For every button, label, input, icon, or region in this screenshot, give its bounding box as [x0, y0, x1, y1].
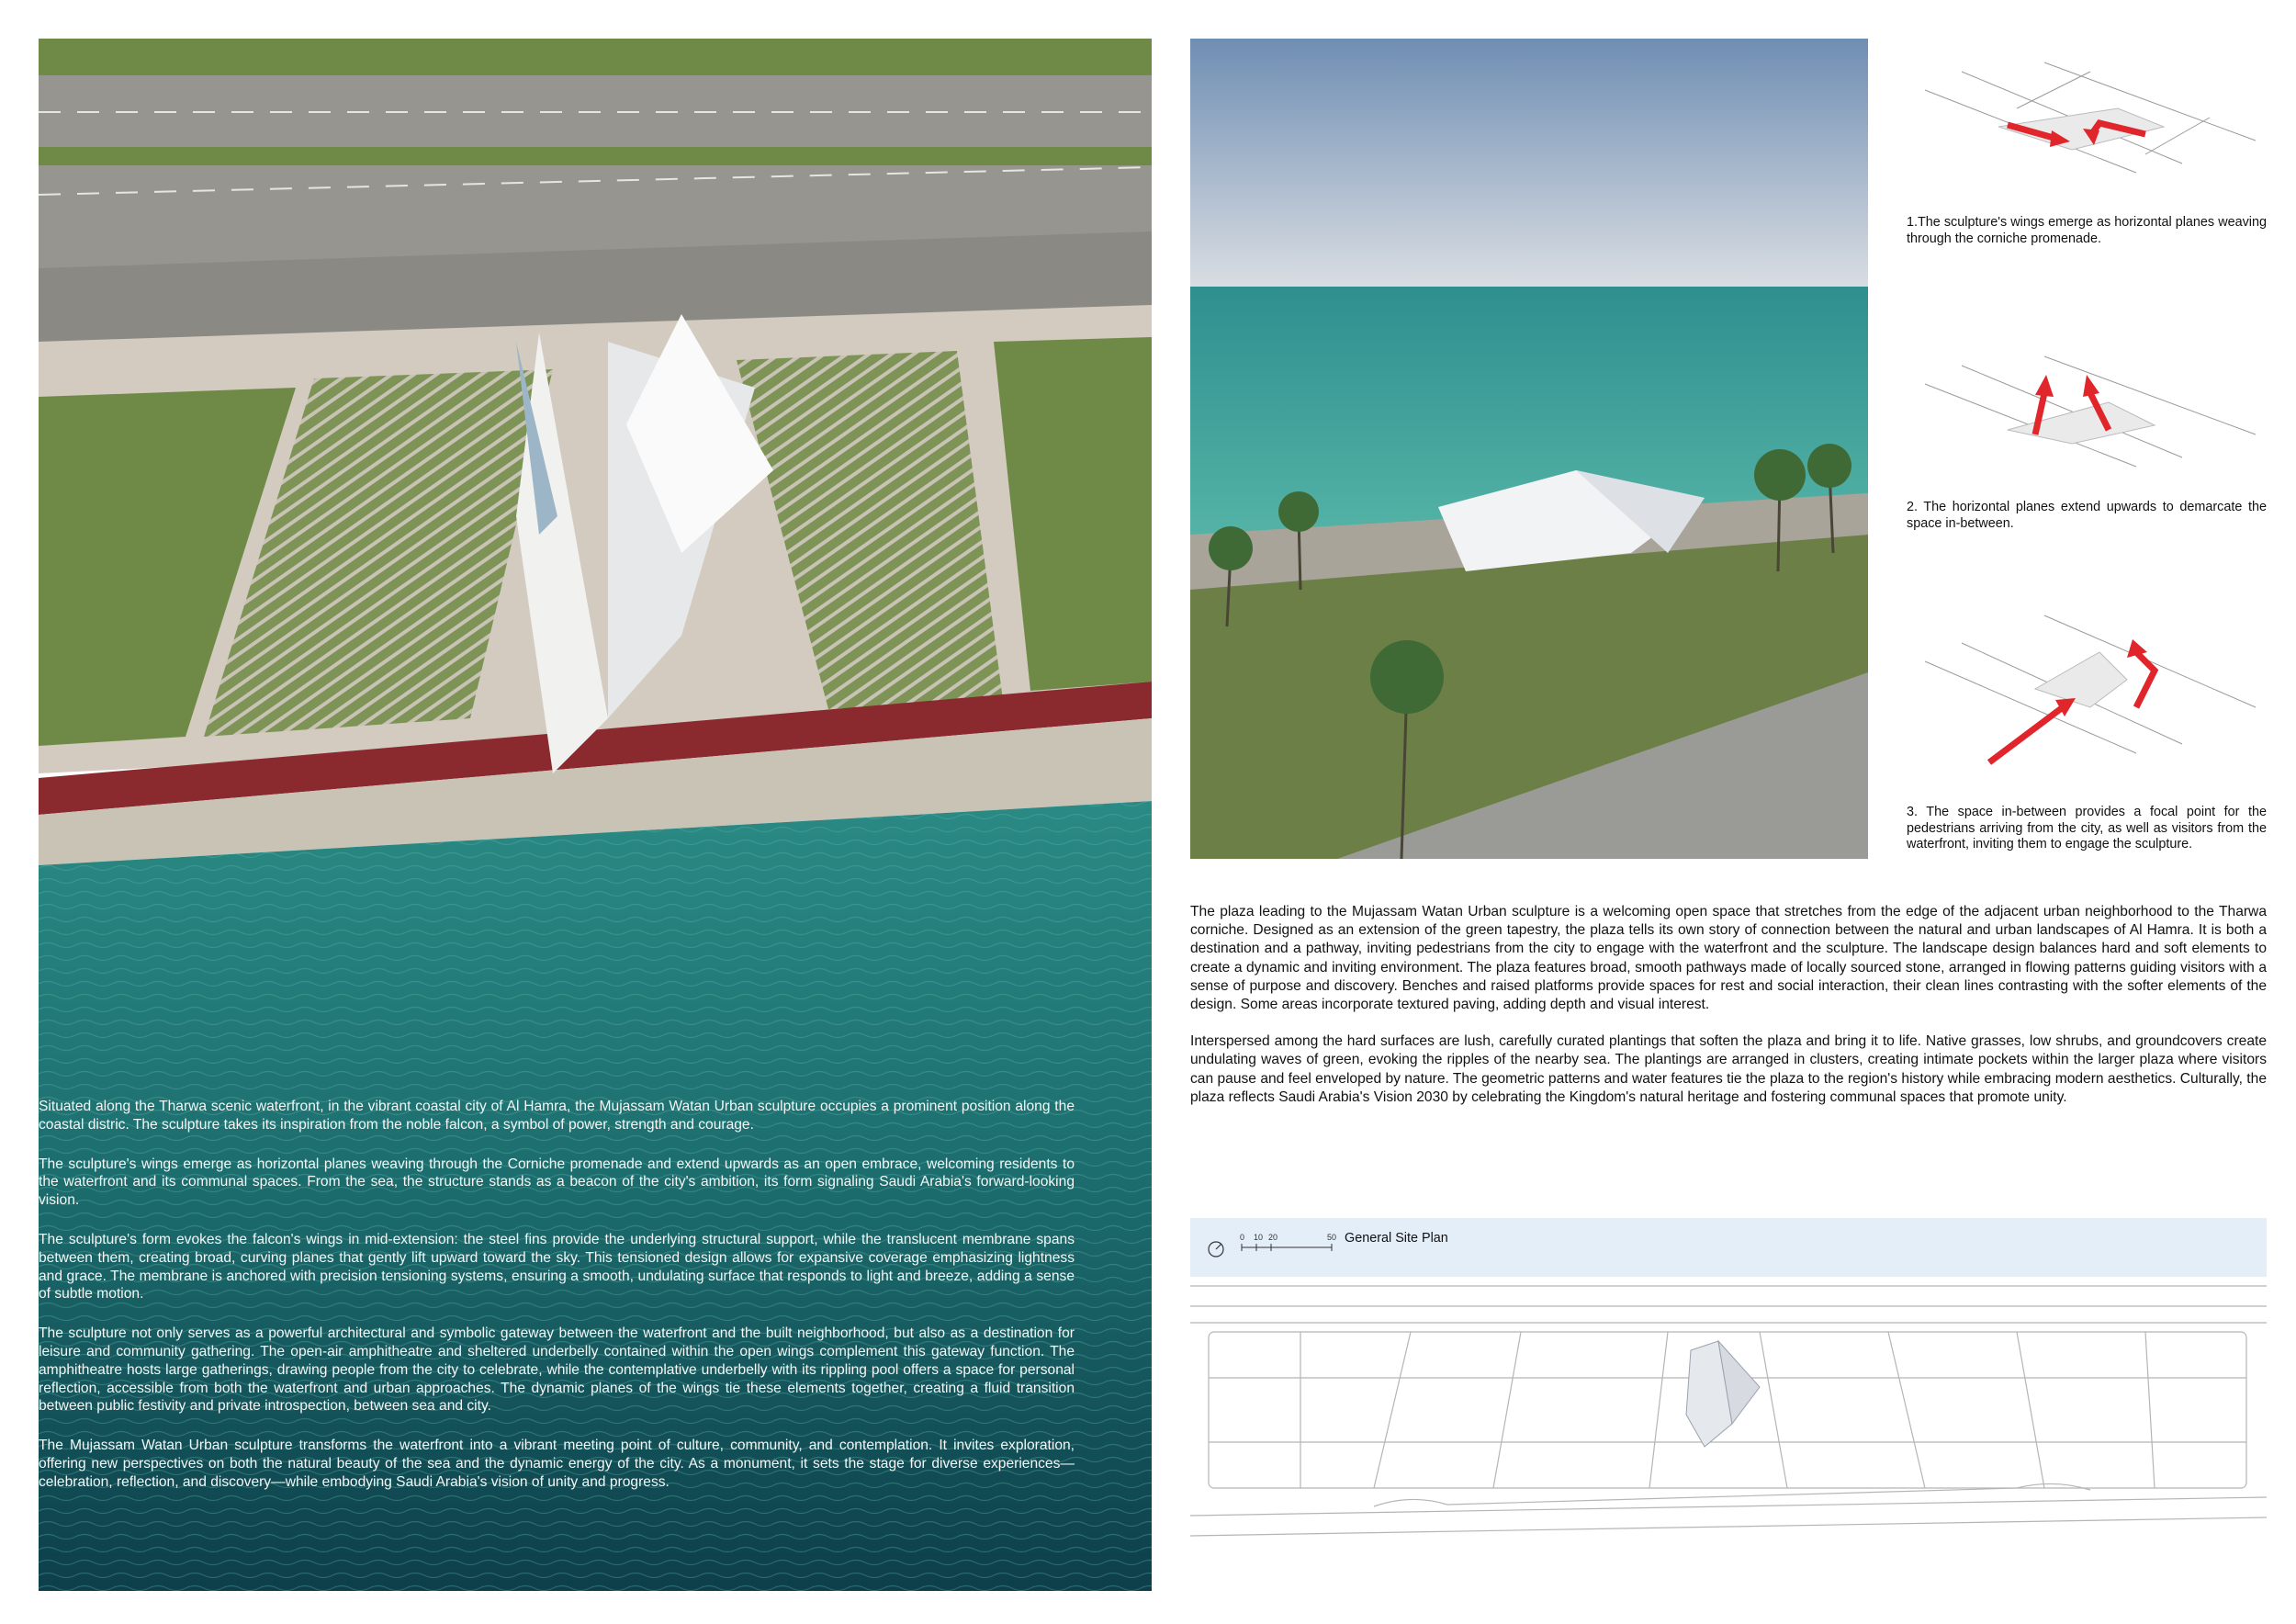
diagram-step-2 — [1907, 338, 2267, 532]
paragraph: The sculpture's wings emerge as horizontal planes weaving through the Corniche promenade and extend upwards as an open embrace, welcoming residents to the waterfront and its communal spaces. From the sea, the structure stands as a beacon of the city's ambition, its form signaling Saudi Arabia's forward-looking vision. — [39, 1156, 1075, 1209]
perspective-render — [1190, 39, 1868, 859]
scale-label: 0 — [1240, 1233, 1245, 1242]
diagram-caption: 3. The space in-between provides a focal point for the pedestrians arriving from the city, as well as visitors from the waterfront, inviting them to engage the sculpture. — [1907, 805, 2267, 852]
plan-header-band — [1190, 1218, 2267, 1277]
axonometric-diagram — [1907, 338, 2267, 494]
diagram-caption: 1.The sculpture's wings emerge as horizontal planes weaving through the corniche promenade. — [1907, 215, 2267, 246]
description-text-left — [39, 1098, 1075, 1513]
north-arrow-icon — [1209, 1242, 1223, 1257]
general-site-plan — [1190, 1218, 2267, 1591]
scale-bar — [1203, 1227, 1341, 1265]
paragraph: Interspersed among the hard surfaces are lush, carefully curated plantings that soften the plaza and bring it to life. Native grasses, low shrubs, and groundcovers create undulating waves of green, evoking the ripples of the nearby sea. The plantings are arranged in clusters, creating intimate pockets within the larger plaza where visitors can pause and feel enveloped by nature. The geometric patterns and water features tie the plaza to the region's history while embracing modern aesthetics. Culturally, the plaza reflects Saudi Arabia's Vision 2030 by celebrating the Kingdom's natural heritage and fostering communal spaces that promote unity. — [1190, 1033, 2267, 1105]
diagram-caption: 2. The horizontal planes extend upwards to demarcate the space in-between. — [1907, 500, 2267, 531]
site-plan-title: General Site Plan — [1345, 1231, 1448, 1246]
axonometric-diagram — [1907, 53, 2267, 209]
paragraph: Situated along the Tharwa scenic waterfront, in the vibrant coastal city of Al Hamra, the Mujassam Watan Urban sculpture occupies a prominent position along the coastal distric. The sculpture takes its inspiration from the noble falcon, a symbol of power, strength and courage. — [39, 1099, 1075, 1133]
scale-label: 50 — [1327, 1233, 1337, 1242]
scale-label: 10 — [1254, 1233, 1264, 1242]
description-text-right — [1190, 903, 2267, 1125]
site-plan-drawing — [1190, 1277, 2267, 1591]
paragraph: The plaza leading to the Mujassam Watan Urban sculpture is a welcoming open space that stretches from the edge of the adjacent urban neighborhood to the Tharwa corniche. Designed as an extension of the green tapestry, the plaza tells its own story of connection between the natural and urban landscapes of Al Hamra. It is both a destination and a pathway, inviting pedestrians from the city to engage with the waterfront and the sculpture. The landscape design balances hard and soft elements to create a dynamic and inviting environment. The plaza features broad, smooth pathways made of locally sourced stone, arranged in flowing patterns guiding visitors with a sense of purpose and discovery. Benches and raised platforms provide spaces for rest and social interaction, their clean lines contrasting with the softer elements of the design. Some areas incorporate textured paving, adding depth and visual interest. — [1190, 904, 2267, 1013]
paragraph: The Mujassam Watan Urban sculpture transforms the waterfront into a vibrant meeting point of culture, community, and contemplation. It invites exploration, offering new perspectives on both the natural beauty of the sea and the dynamic energy of the city. As a monument, it sets the stage for diverse experiences—celebration, reflection, and discovery—while embodying Saudi Arabia's vision of unity and progress. — [39, 1438, 1075, 1490]
paragraph: The sculpture not only serves as a powerful architectural and symbolic gateway between the waterfront and the built neighborhood, but also as a destination for leisure and community gathering. The open-air amphitheatre and sheltered underbelly contained within the open wings complement this gateway function. The amphitheatre hosts large gatherings, drawing people from the city to celebrate, while the contemplative underbelly with its rippling pool offers a space for personal reflection, accessible from both the waterfront and urban approaches. The dynamic planes of the wings tie these elements together, creating a fluid transition between public festivity and private introspection, between sea and city. — [39, 1325, 1075, 1415]
diagram-step-1 — [1907, 53, 2267, 247]
perspective-render-image — [1190, 39, 1868, 859]
scale-label: 20 — [1268, 1233, 1278, 1242]
paragraph: The sculpture's form evokes the falcon's wings in mid-extension: the steel fins provide the underlying structural support, while the translucent membrane spans between them, creating broad, curving planes that gently lift upward toward the sky. This tensioned design allows for expansive coverage emphasizing lightness and grace. The membrane is anchored with precision tensioning systems, ensuring a smooth, undulating surface that responds to light and breeze, adding a sense of subtle motion. — [39, 1231, 1075, 1303]
diagram-step-3 — [1907, 579, 2267, 853]
axonometric-diagram — [1907, 579, 2267, 799]
